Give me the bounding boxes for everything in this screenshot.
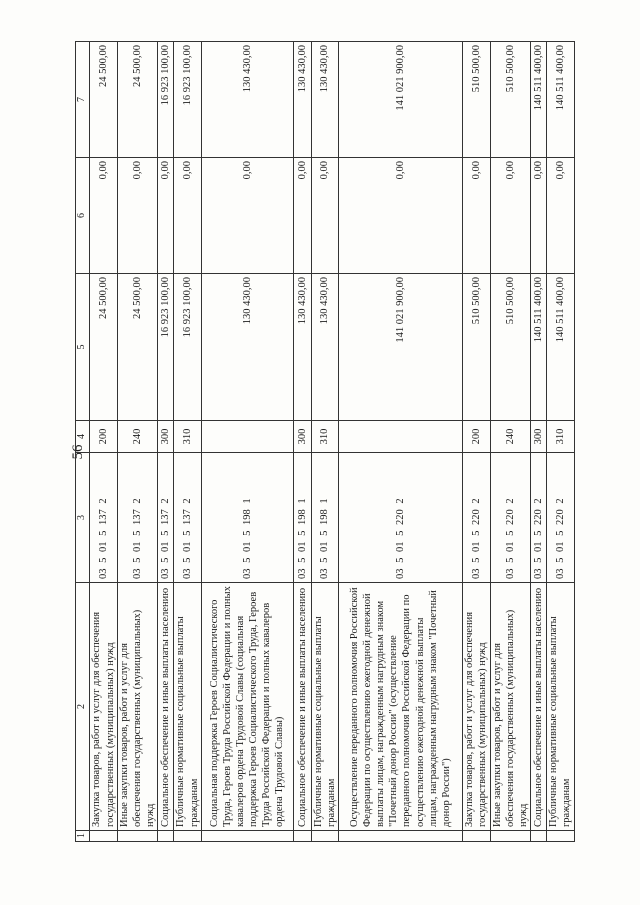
amount-col7: 16 923 100,00: [158, 42, 174, 158]
expense-type-code: 300: [158, 421, 174, 453]
table-row: [311, 42, 338, 842]
amount-col7: 16 923 100,00: [174, 42, 201, 158]
amount-col7: 510 500,00: [490, 42, 530, 158]
line-item-name: Публичные нормативные социальные выплаты гражданам: [311, 583, 338, 831]
amount-col7: 141 021 900,00: [338, 42, 462, 158]
rotated-page-content: [75, 42, 573, 842]
expense-type-code: [338, 421, 462, 453]
amount-col5: 510 500,00: [490, 274, 530, 421]
budget-classification-code: 03 5 01 5 220 2: [462, 453, 490, 583]
table-row: [531, 42, 547, 842]
column-number: 6: [76, 158, 90, 274]
amount-col7: 510 500,00: [462, 42, 490, 158]
row-number-cell: [547, 831, 574, 842]
table-row: [201, 42, 293, 842]
expense-type-code: 240: [490, 421, 530, 453]
amount-col7: 130 430,00: [293, 42, 311, 158]
row-number-cell: [118, 831, 158, 842]
line-item-name: Социальное обеспечение и иные выплаты населению: [293, 583, 311, 831]
table-row: [462, 42, 490, 842]
amount-col6: 0,00: [531, 158, 547, 274]
amount-col7: 24 500,00: [118, 42, 158, 158]
amount-col6: 0,00: [293, 158, 311, 274]
budget-classification-code: 03 5 01 5 220 2: [490, 453, 530, 583]
row-number-cell: [174, 831, 201, 842]
expense-type-code: [201, 421, 293, 453]
line-item-name: Закупка товаров, работ и услуг для обеспечения государственных (муниципальных) нужд: [462, 583, 490, 831]
row-number-cell: [90, 831, 118, 842]
budget-table: [75, 41, 575, 842]
line-item-name: Иные закупки товаров, работ и услуг для обеспечения государственных (муниципальных) нужд: [118, 583, 158, 831]
amount-col5: 130 430,00: [293, 274, 311, 421]
budget-classification-code: 03 5 01 5 220 2: [547, 453, 574, 583]
amount-col5: 24 500,00: [90, 274, 118, 421]
amount-col5: 141 021 900,00: [338, 274, 462, 421]
budget-classification-code: 03 5 01 5 198 1: [201, 453, 293, 583]
row-number-cell: [531, 831, 547, 842]
line-item-name: Иные закупки товаров, работ и услуг для обеспечения государственных (муниципальных) нужд: [490, 583, 530, 831]
amount-col6: 0,00: [201, 158, 293, 274]
column-number: 1: [76, 831, 90, 842]
column-number: 7: [76, 42, 90, 158]
amount-col6: 0,00: [311, 158, 338, 274]
amount-col6: 0,00: [547, 158, 574, 274]
expense-type-code: 300: [293, 421, 311, 453]
amount-col5: 140 511 400,00: [547, 274, 574, 421]
amount-col5: 130 430,00: [201, 274, 293, 421]
amount-col6: 0,00: [338, 158, 462, 274]
amount-col6: 0,00: [462, 158, 490, 274]
table-row: [158, 42, 174, 842]
amount-col7: 140 511 400,00: [547, 42, 574, 158]
amount-col6: 0,00: [90, 158, 118, 274]
expense-type-code: 310: [174, 421, 201, 453]
row-number-cell: [462, 831, 490, 842]
amount-col6: 0,00: [174, 158, 201, 274]
budget-classification-code: 03 5 01 5 137 2: [174, 453, 201, 583]
amount-col7: 140 511 400,00: [531, 42, 547, 158]
line-item-name: Закупка товаров, работ и услуг для обеспечения государственных (муниципальных) нужд: [90, 583, 118, 831]
row-number-cell: [338, 831, 462, 842]
row-number-cell: [311, 831, 338, 842]
amount-col5: 510 500,00: [462, 274, 490, 421]
table-row: [547, 42, 574, 842]
column-number: 3: [76, 453, 90, 583]
amount-col5: 24 500,00: [118, 274, 158, 421]
column-number-row: [76, 42, 90, 842]
row-number-cell: [158, 831, 174, 842]
expense-type-code: 300: [531, 421, 547, 453]
amount-col7: 130 430,00: [201, 42, 293, 158]
column-number: 2: [76, 583, 90, 831]
row-number-cell: [293, 831, 311, 842]
row-number-cell: [201, 831, 293, 842]
budget-classification-code: 03 5 01 5 137 2: [118, 453, 158, 583]
amount-col6: 0,00: [158, 158, 174, 274]
expense-type-code: 240: [118, 421, 158, 453]
row-number-cell: [490, 831, 530, 842]
line-item-name: Социальное обеспечение и иные выплаты населению: [531, 583, 547, 831]
expense-type-code: 310: [311, 421, 338, 453]
amount-col5: 16 923 100,00: [174, 274, 201, 421]
page-number: 56: [70, 444, 86, 460]
line-item-name: Осуществление переданного полномочия Российской Федерации по осуществлению ежегодной денежной выплаты лицам, награжденным нагрудным знаком "Почетный донор России" (осуществление переданного полномочия Российской Федерации по осуществлению ежегодной денежной выплаты лицам, награжденным нагрудным знаком "Почетный донор России"): [338, 583, 462, 831]
budget-classification-code: 03 5 01 5 137 2: [158, 453, 174, 583]
amount-col5: 140 511 400,00: [531, 274, 547, 421]
table-row: [293, 42, 311, 842]
budget-classification-code: 03 5 01 5 198 1: [311, 453, 338, 583]
line-item-name: Публичные нормативные социальные выплаты гражданам: [174, 583, 201, 831]
amount-col6: 0,00: [490, 158, 530, 274]
budget-classification-code: 03 5 01 5 220 2: [338, 453, 462, 583]
expense-type-code: 200: [90, 421, 118, 453]
table-row: [174, 42, 201, 842]
column-number: 5: [76, 274, 90, 421]
line-item-name: Публичные нормативные социальные выплаты гражданам: [547, 583, 574, 831]
line-item-name: Социальная поддержка Героев Социалистического Труда, Героев Труда Российской Федерации и полных кавалеров ордена Трудовой Славы (социальная поддержка Героев Социалистического Труда, Героев Труда Российской Федерации и полных кавалеров ордена Трудовой Славы): [201, 583, 293, 831]
line-item-name: Социальное обеспечение и иные выплаты населению: [158, 583, 174, 831]
table-row: [490, 42, 530, 842]
expense-type-code: 310: [547, 421, 574, 453]
table-row: [90, 42, 118, 842]
budget-classification-code: 03 5 01 5 137 2: [90, 453, 118, 583]
amount-col7: 24 500,00: [90, 42, 118, 158]
amount-col5: 16 923 100,00: [158, 274, 174, 421]
expense-type-code: 200: [462, 421, 490, 453]
table-row: [118, 42, 158, 842]
amount-col5: 130 430,00: [311, 274, 338, 421]
budget-classification-code: 03 5 01 5 198 1: [293, 453, 311, 583]
amount-col6: 0,00: [118, 158, 158, 274]
budget-classification-code: 03 5 01 5 220 2: [531, 453, 547, 583]
column-number: 4: [76, 421, 90, 453]
amount-col7: 130 430,00: [311, 42, 338, 158]
table-row: [338, 42, 462, 842]
